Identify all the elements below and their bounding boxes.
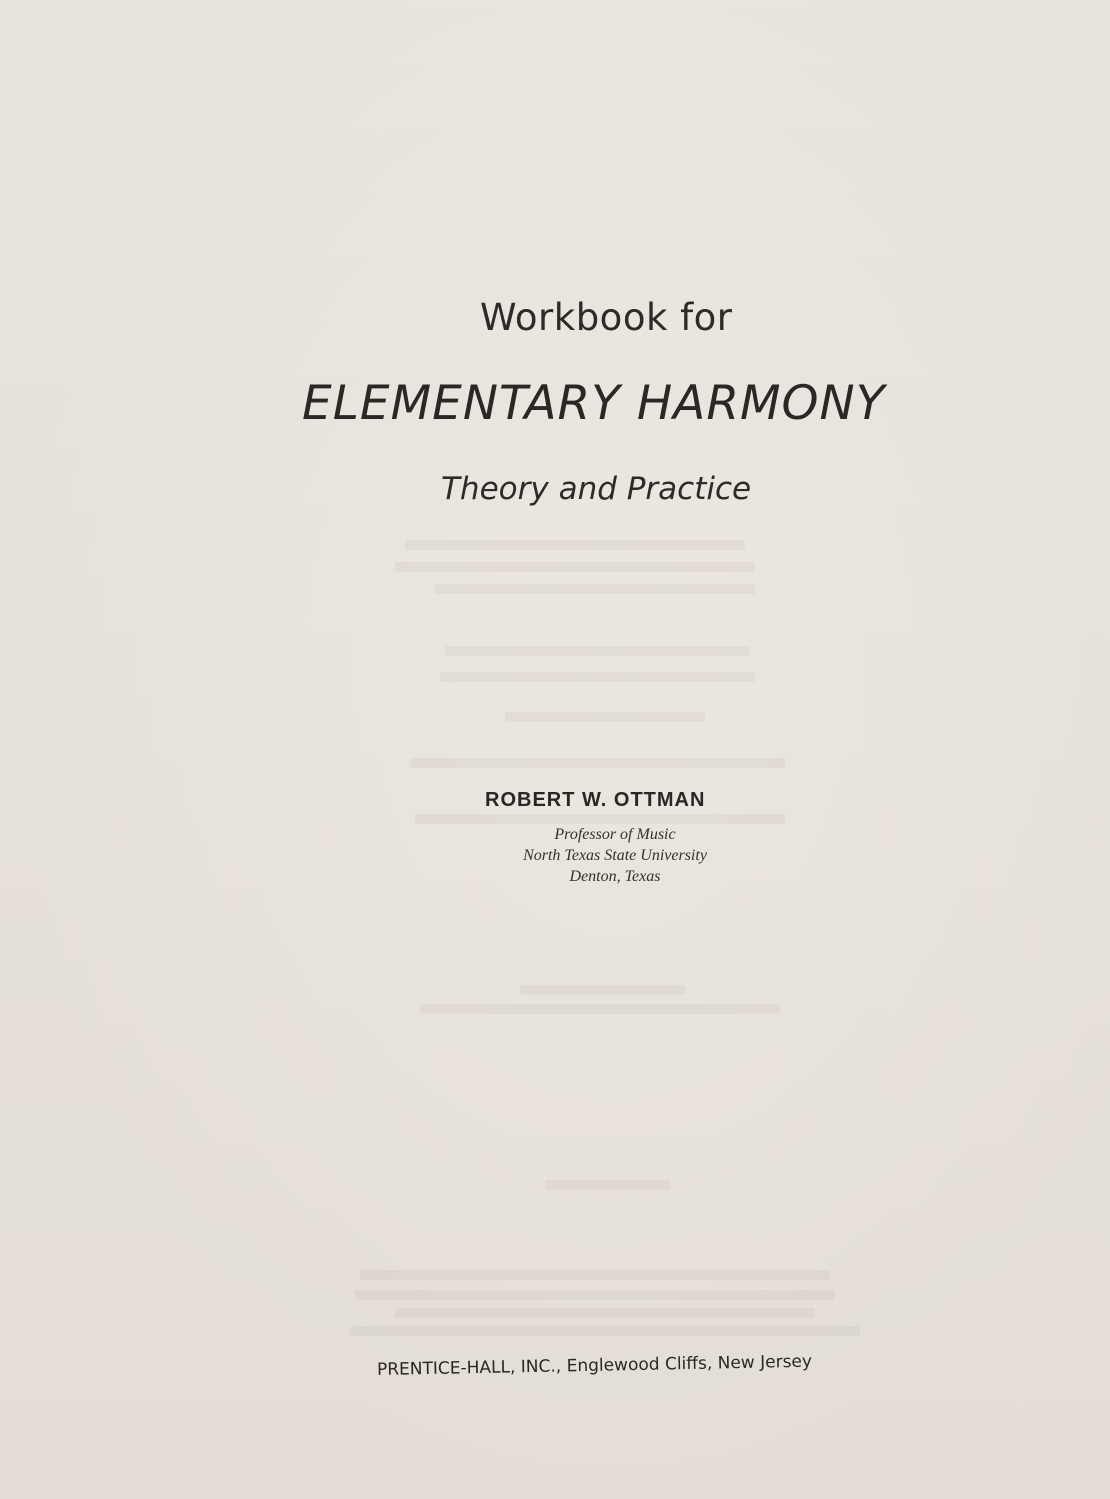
bleed-through-mark [420, 1004, 780, 1014]
author-institution: North Texas State University [523, 847, 707, 864]
book-title: ELEMENTARY HARMONY [302, 376, 886, 431]
book-subtitle: Theory and Practice [441, 471, 752, 507]
author-name: ROBERT W. OTTMAN [485, 789, 706, 811]
bleed-through-mark [520, 985, 685, 995]
bleed-through-mark [415, 814, 785, 824]
author-position: Professor of Music [554, 826, 676, 843]
bleed-through-mark [405, 540, 745, 550]
bleed-through-mark [445, 646, 750, 656]
bleed-through-mark [395, 562, 755, 572]
title-prefix [0, 296, 1110, 339]
bleed-through-mark [440, 672, 755, 682]
title-prefix-text: Workbook for [480, 296, 733, 339]
bleed-through-mark [360, 1270, 830, 1280]
bleed-through-mark [505, 712, 705, 722]
author-affiliation [480, 824, 750, 887]
bleed-through-mark [410, 758, 785, 768]
author-location: Denton, Texas [569, 868, 661, 885]
publisher-line: PRENTICE-HALL, INC., Englewood Cliffs, New Jersey [376, 1351, 813, 1380]
bleed-through-mark [435, 584, 755, 594]
bleed-through-mark [350, 1326, 860, 1336]
bleed-through-mark [545, 1180, 670, 1190]
bleed-through-mark [355, 1290, 835, 1300]
bleed-through-mark [395, 1308, 815, 1318]
